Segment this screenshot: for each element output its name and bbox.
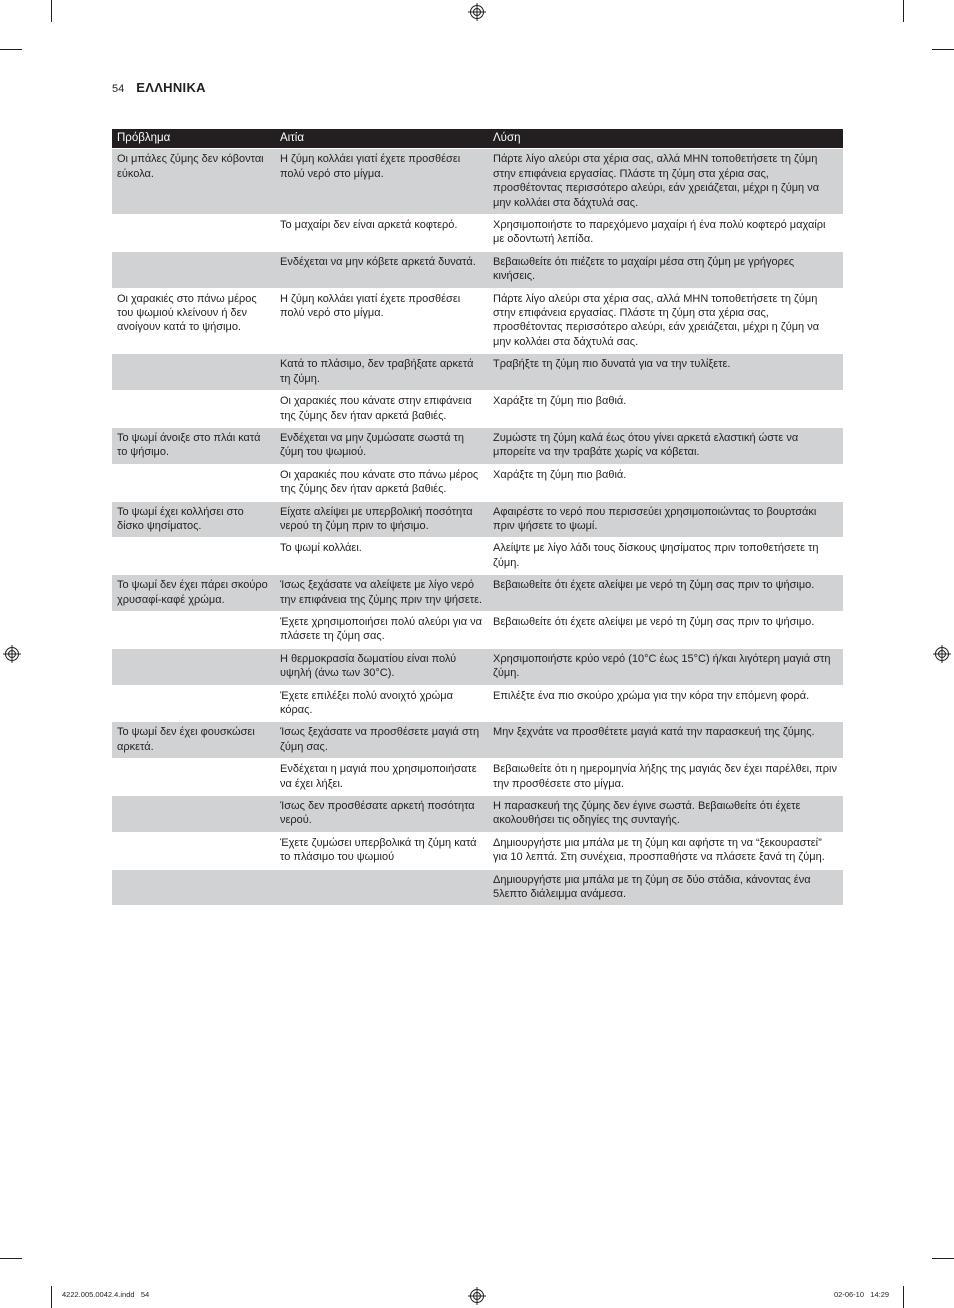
cell-problem: Οι μπάλες ζύμης δεν κόβονται εύκολα. xyxy=(112,149,275,214)
cell-cause: Το ψωμί κολλάει. xyxy=(280,542,362,555)
table-row xyxy=(112,870,843,906)
table-row xyxy=(112,502,843,538)
crop-mark-bottom-left-horizontal xyxy=(0,1258,22,1259)
table-row xyxy=(112,575,843,611)
cell-cause: Ίσως ξεχάσατε να αλείψετε με λίγο νερό την επιφάνεια της ζύμης πριν την ψήσετε. xyxy=(275,575,488,611)
page-number: 54 xyxy=(112,83,125,95)
cell-cause: Η ζύμη κολλάει γιατί έχετε προσθέσει πολύ νερό στο μίγμα. xyxy=(280,292,461,320)
registration-mark-icon xyxy=(468,3,486,21)
footer-file-info: 4222.005.0042.4.indd 54 xyxy=(62,1290,150,1299)
cell-problem xyxy=(112,833,275,869)
cell-problem: Οι χαρακιές στο πάνω μέρος του ψωμιού κλείνουν ή δεν ανοίγουν κατά το ψήσιμο. xyxy=(117,292,257,334)
cell-solution: Αφαιρέστε το νερό που περισσεύει χρησιμοποιώντας το βουρτσάκι πριν ψήσετε το ψωμί. xyxy=(488,502,843,538)
crop-mark-top-right-horizontal xyxy=(932,49,954,50)
table-body xyxy=(112,149,843,905)
crop-mark-top-left-vertical xyxy=(51,0,52,22)
section-language-title: ΕΛΛΗΝΙΚΑ xyxy=(136,80,206,95)
table-row xyxy=(112,289,843,354)
cell-solution: Χρησιμοποιήστε κρύο νερό (10°C έως 15°C) ή/και λιγότερη μαγιά στη ζύμη. xyxy=(488,649,843,685)
cell-cause: Ενδέχεται να μην κόβετε αρκετά δυνατά. xyxy=(275,252,488,288)
table-row xyxy=(112,391,843,427)
crop-mark-bottom-right-horizontal xyxy=(932,1258,954,1259)
column-header-solution: Λύση xyxy=(488,129,843,148)
cell-cause: Η θερμοκρασία δωματίου είναι πολύ υψηλή (άνω των 30°C). xyxy=(275,649,488,685)
cell-problem xyxy=(112,759,275,795)
cell-problem xyxy=(112,215,275,251)
table-row xyxy=(112,686,843,722)
table-row xyxy=(112,215,843,251)
cell-problem: Το ψωμί δεν έχει φουσκώσει αρκετά. xyxy=(112,722,275,758)
cell-problem: Το ψωμί άνοιξε στο πλάι κατά το ψήσιμο. xyxy=(112,428,275,464)
cell-solution: Πάρτε λίγο αλεύρι στα χέρια σας, αλλά ΜΗΝ τοποθετήσετε τη ζύμη στην επιφάνεια εργασίας. Πλάστε τη ζύμη στα χέρια σας, προσθέτοντας περισσότερο αλεύρι, εάν χρειάζεται, μέχρι η ζύμη να μην κολλάει στα δάχτυλά σας. xyxy=(493,292,820,348)
cell-cause: Οι χαρακιές που κάνατε στην επιφάνεια της ζύμης δεν ήταν αρκετά βαθιές. xyxy=(280,395,472,422)
table-row xyxy=(112,252,843,288)
table-row xyxy=(112,796,843,832)
cell-solution: Ζυμώστε τη ζύμη καλά έως ότου γίνει αρκετά ελαστική ώστε να μπορείτε να την τραβάτε χωρίς να κόβεται. xyxy=(488,428,843,464)
cell-solution: Βεβαιωθείτε ότι έχετε αλείψει με νερό τη ζύμη σας πριν το ψήσιμο. xyxy=(493,615,815,628)
cell-solution: Βεβαιωθείτε ότι η ημερομηνία λήξης της μαγιάς δεν έχει παρέλθει, πριν την προσθέσετε στο μίγμα. xyxy=(493,763,837,790)
cell-cause: Το μαχαίρι δεν είναι αρκετά κοφτερό. xyxy=(280,219,458,232)
footer-date-time: 02-06-10 14:29 xyxy=(834,1290,890,1299)
page-header xyxy=(112,80,206,95)
table-row xyxy=(112,354,843,390)
registration-mark-icon xyxy=(468,1287,486,1305)
cell-cause: Έχετε ζυμώσει υπερβολικά τη ζύμη κατά το πλάσιμο του ψωμιού xyxy=(280,836,477,864)
table-row xyxy=(112,465,843,501)
table-row xyxy=(112,833,843,869)
cell-solution: Χρησιμοποιήστε το παρεχόμενο μαχαίρι ή ένα πολύ κοφτερό μαχαίρι με οδοντωτή λεπίδα. xyxy=(493,219,826,246)
troubleshooting-table xyxy=(112,128,843,906)
crop-mark-top-right-vertical xyxy=(903,0,904,22)
cell-cause: Ίσως ξεχάσατε να προσθέσετε μαγιά στη ζύμη σας. xyxy=(275,722,488,758)
crop-mark-bottom-left-vertical xyxy=(51,1286,52,1308)
table-row xyxy=(112,538,843,574)
cell-cause: Ενδέχεται η μαγιά που χρησιμοποιήσατε να έχει λήξει. xyxy=(280,763,477,790)
table-row xyxy=(112,722,843,758)
cell-solution: Χαράξτε τη ζύμη πιο βαθιά. xyxy=(493,468,627,481)
cell-cause: Έχετε επιλέξει πολύ ανοιχτό χρώμα κόρας. xyxy=(280,689,453,716)
cell-problem xyxy=(112,870,275,906)
crop-mark-top-left-horizontal xyxy=(0,49,22,50)
cell-cause: Κατά το πλάσιμο, δεν τραβήξατε αρκετά τη ζύμη. xyxy=(275,354,488,390)
cell-problem xyxy=(112,612,275,648)
cell-solution: Επιλέξτε ένα πιο σκούρο χρώμα για την κόρα την επόμενη φορά. xyxy=(493,689,810,702)
cell-problem xyxy=(112,391,275,427)
table-row xyxy=(112,759,843,795)
cell-solution: Τραβήξτε τη ζύμη πιο δυνατά για να την τυλίξετε. xyxy=(488,354,843,390)
cell-cause: Οι χαρακιές που κάνατε στο πάνω μέρος της ζύμης δεν ήταν αρκετά βαθιές. xyxy=(280,468,479,496)
table-row xyxy=(112,612,843,648)
cell-solution: Η παρασκευή της ζύμης δεν έγινε σωστά. Βεβαιωθείτε ότι έχετε ακολουθήσει τις οδηγίες της συνταγής. xyxy=(488,796,843,832)
cell-cause: Έχετε χρησιμοποιήσει πολύ αλεύρι για να πλάσετε τη ζύμη σας. xyxy=(280,615,483,643)
table-row xyxy=(112,649,843,685)
column-header-cause: Αιτία xyxy=(275,129,488,148)
cell-cause: Είχατε αλείψει με υπερβολική ποσότητα νερού τη ζύμη πριν το ψήσιμο. xyxy=(275,502,488,538)
cell-problem xyxy=(112,796,275,832)
cell-problem xyxy=(112,354,275,390)
cell-cause: Η ζύμη κολλάει γιατί έχετε προσθέσει πολύ νερό στο μίγμα. xyxy=(275,149,488,214)
cell-problem xyxy=(112,465,275,501)
table-header-row xyxy=(112,129,843,148)
cell-solution: Πάρτε λίγο αλεύρι στα χέρια σας, αλλά ΜΗΝ τοποθετήσετε τη ζύμη στην επιφάνεια εργασίας. Πλάστε τη ζύμη στα χέρια σας, προσθέτοντας περισσότερο αλεύρι, εάν χρειάζεται, μέχρι η ζύμη να μην κολλάει στα δάχτυλά σας. xyxy=(488,149,843,214)
cell-solution: Χαράξτε τη ζύμη πιο βαθιά. xyxy=(493,395,627,408)
cell-problem xyxy=(112,649,275,685)
table-row xyxy=(112,428,843,464)
cell-problem xyxy=(112,252,275,288)
registration-mark-icon xyxy=(933,645,951,663)
cell-solution: Μην ξεχνάτε να προσθέτετε μαγιά κατά την παρασκευή της ζύμης. xyxy=(488,722,843,758)
cell-problem xyxy=(112,686,275,722)
cell-cause: Ενδέχεται να μην ζυμώσατε σωστά τη ζύμη του ψωμιού. xyxy=(275,428,488,464)
cell-problem: Το ψωμί δεν έχει πάρει σκούρο χρυσαφί-καφέ χρώμα. xyxy=(112,575,275,611)
cell-problem: Το ψωμί έχει κολλήσει στο δίσκο ψησίματος. xyxy=(112,502,275,538)
cell-cause: Ίσως δεν προσθέσατε αρκετή ποσότητα νερού. xyxy=(275,796,488,832)
cell-cause xyxy=(275,870,488,906)
cell-solution: Δημιουργήστε μια μπάλα με τη ζύμη και αφήστε τη να “ξεκουραστεί” για 10 λεπτά. Στη συνέχεια, προσπαθήστε να πλάσετε ξανά τη ζύμη. xyxy=(493,836,825,864)
table-row xyxy=(112,149,843,214)
crop-mark-bottom-right-vertical xyxy=(903,1286,904,1308)
cell-solution: Αλείψτε με λίγο λάδι τους δίσκους ψησίματος πριν τοποθετήσετε τη ζύμη. xyxy=(493,542,819,569)
cell-solution: Δημιουργήστε μια μπάλα με τη ζύμη σε δύο στάδια, κάνοντας ένα 5λεπτο διάλειμμα ανάμεσα. xyxy=(488,870,843,906)
column-header-problem: Πρόβλημα xyxy=(112,129,275,148)
cell-solution: Βεβαιωθείτε ότι έχετε αλείψει με νερό τη ζύμη σας πριν το ψήσιμο. xyxy=(488,575,843,611)
cell-solution: Βεβαιωθείτε ότι πιέζετε το μαχαίρι μέσα στη ζύμη με γρήγορες κινήσεις. xyxy=(488,252,843,288)
registration-mark-icon xyxy=(3,645,21,663)
cell-problem xyxy=(112,538,275,574)
